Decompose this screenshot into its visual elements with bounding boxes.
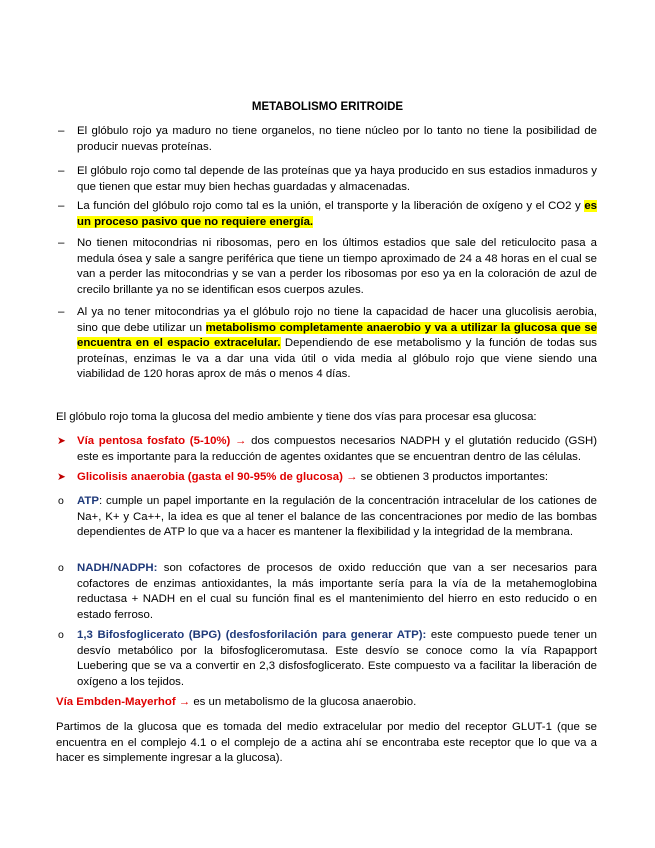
highlighted-text: metabolismo completamente anaerobio y va a utilizar la glucosa que se encuentra en el espacio extracelular. xyxy=(77,321,598,350)
bullet-item-1 xyxy=(56,124,597,155)
circle-bullet: o xyxy=(58,629,64,641)
bullet-item-4 xyxy=(56,236,597,298)
embden-label: Vía Embden-Mayerhof xyxy=(56,696,176,708)
intro-paragraph xyxy=(56,410,597,426)
product-description: este compuesto puede tener un desvío metabólico por la bifosfogliceromutasa. Este desvío se conoce como la vía Rapapport Luebering que se va a convertir en 2,3 disfosfoglicerato. Este compuesto va a facilitar la liberación de oxígeno a los tejidos. xyxy=(77,629,597,688)
pathway-glycolysis xyxy=(56,470,597,486)
circle-bullet: o xyxy=(58,495,64,507)
dash-marker: – xyxy=(58,306,65,318)
right-arrow-icon: → xyxy=(346,471,358,483)
bullet-item-3 xyxy=(56,199,597,230)
arrow-bullet-icon: ➤ xyxy=(57,471,66,483)
closing-text: Partimos de la glucosa que es tomada del medio extracelular por medio del receptor GLUT-1 (que se encuentra en el complejo 4.1 o el complejo de a actina ahí se encontraba este receptor que lo que va a hacer es simplemente ingresar a la glucosa). xyxy=(56,721,597,765)
product-text xyxy=(77,628,597,690)
bullet-text: El glóbulo rojo como tal depende de las proteínas que ya haya producido en sus estadios inmaduros y que tienen que estar muy bien hechas guardadas y almacenadas. xyxy=(77,165,597,193)
product-bpg xyxy=(56,628,597,690)
product-label: 1,3 Bifosfoglicerato (BPG) (desfosforilación para generar ATP): xyxy=(77,629,427,641)
product-description: son cofactores de procesos de oxido reducción que van a ser necesarios para cofactores de enzimas antioxidantes, la más importante sería para la vía de la metahemoglobina reductasa + NADH en el cual su función final es el mantenimiento del hierro en esto reducido o en estado ferroso. xyxy=(77,562,597,621)
pathway-text xyxy=(77,470,597,486)
right-arrow-icon: → xyxy=(235,435,247,447)
pathway-label: Vía pentosa fosfato (5-10%) xyxy=(77,435,231,447)
bullet-text: No tienen mitocondrias ni ribosomas, pero en los últimos estadios que sale del reticulocito pasa a medula ósea y sale a sangre periférica que tiene un tiempo aproximado de 24 a 48 horas en el cual se van a perder las mitocondrias y se van a perder los ribosomas por eso ya en la coloración de azul de crecilo brillante ya no se identifican esos cuerpos azules. xyxy=(77,237,597,296)
page-title: METABOLISMO ERITROIDE xyxy=(251,101,404,113)
embden-description: es un metabolismo de la glucosa anaerobio. xyxy=(190,696,417,708)
product-text xyxy=(77,561,597,623)
highlighted-text: es un proceso pasivo que no requiere energía. xyxy=(77,200,597,228)
product-nadh xyxy=(56,561,597,623)
circle-bullet: o xyxy=(58,562,64,574)
bullet-text xyxy=(77,199,597,230)
product-label: ATP xyxy=(77,495,99,507)
bullet-text-before: La función del glóbulo rojo como tal es la unión, el transporte y la liberación de oxígeno y el CO2 y xyxy=(77,200,581,212)
arrow-bullet-icon: ➤ xyxy=(57,435,66,447)
product-atp xyxy=(56,494,597,541)
bullet-text: El glóbulo rojo ya maduro no tiene organelos, no tiene núcleo por lo tanto no tiene la posibilidad de producir nuevas proteínas. xyxy=(77,125,597,153)
bullet-text-after: Dependiendo de ese metabolismo y la función de todas sus proteínas, enzimas le va a dar una vida útil o vida media al glóbulo rojo que viene siendo una viabilidad de 120 horas aprox de más o menos 4 días. xyxy=(77,337,597,381)
closing-paragraph xyxy=(56,720,597,767)
right-arrow-icon: → xyxy=(178,696,191,708)
bullet-item-5 xyxy=(56,305,597,383)
dash-marker: – xyxy=(58,237,65,249)
intro-text: El glóbulo rojo toma la glucosa del medio ambiente y tiene dos vías para procesar esa glucosa: xyxy=(56,411,537,423)
pathway-description: dos compuestos necesarios NADPH y el glutatión reducido (GSH) este es importante para la reducción de agentes oxidantes que se encuentran dentro de las células. xyxy=(77,435,597,463)
bullet-text-before: Al ya no tener mitocondrias ya el glóbulo rojo no tiene la capacidad de hacer una glucolisis aerobia, sino que debe utilizar un xyxy=(77,306,597,334)
pathway-pentose xyxy=(56,434,597,465)
pathway-text xyxy=(77,434,597,465)
product-description: : cumple un papel importante en la regulación de la concentración intracelular de los cationes de Na+, K+ y Ca++, la idea es que al tener el balance de las concentraciones por medio de las bombas dependientes de ATP lo que va a hacer es mantener la flexibilidad y la integridad de la membrana. xyxy=(77,495,597,539)
embden-text xyxy=(56,695,597,711)
product-label: NADH/NADPH: xyxy=(77,562,158,574)
product-text xyxy=(77,494,597,541)
bullet-item-2 xyxy=(56,164,597,195)
embden-paragraph xyxy=(56,695,597,711)
pathway-description: se obtienen 3 productos importantes: xyxy=(360,471,549,483)
bullet-text xyxy=(77,305,597,383)
dash-marker: – xyxy=(58,200,65,212)
dash-marker: – xyxy=(58,125,65,137)
pathway-label: Glicolisis anaerobia (gasta el 90-95% de glucosa) xyxy=(77,471,343,483)
dash-marker: – xyxy=(58,165,65,177)
